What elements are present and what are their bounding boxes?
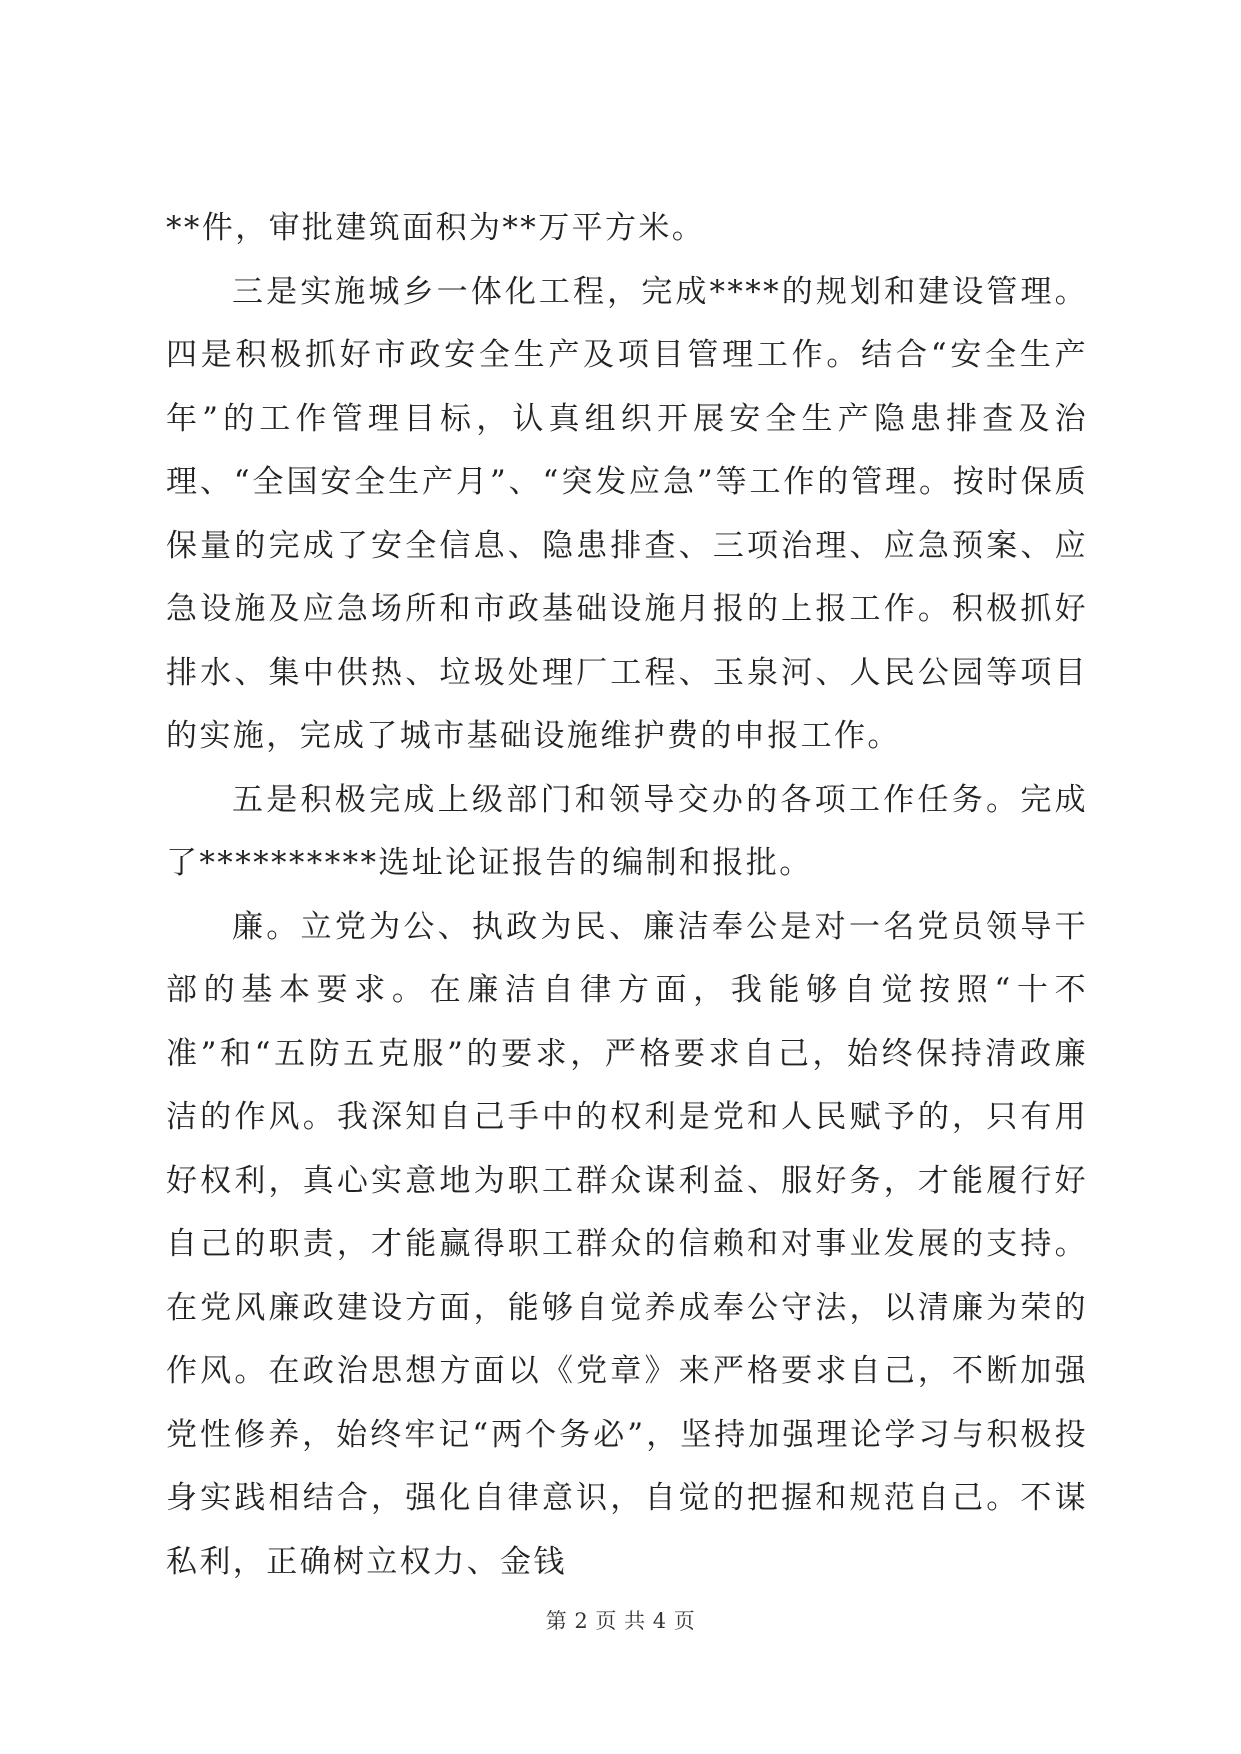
paragraph-4: 廉。立党为公、执政为民、廉洁奉公是对一名党员领导干部的基本要求。在廉洁自律方面，我能够自觉按照“十不准”和“五防五克服”的要求，严格要求自己，始终保持清政廉洁的作风。我深知自己手中的权利是党和人民赋予的，只有用好权利，真心实意地为职工群众谋利益、服好务，才能履行好自己的职责，才能赢得职工群众的信赖和对事业发展的支持。在党风廉政建设方面，能够自觉养成奉公守法，以清廉为荣的作风。在政治思想方面以《党章》来严格要求自己，不断加强党性修养，始终牢记“两个务必”，坚持加强理论学习与积极投身实践相结合，强化自律意识，自觉的把握和规范自己。不谋私利，正确树立权力、金钱 <box>166 908 1088 1580</box>
paragraph-1: **件，审批建筑面积为**万平方米。 <box>166 210 706 246</box>
page-number-footer: 第 2 页 共 4 页 <box>545 1609 696 1633</box>
document-body <box>166 197 1088 1594</box>
paragraph-3: 五是积极完成上级部门和领导交办的各项工作任务。完成了**********选址论证报告的编制和报批。 <box>166 781 1088 881</box>
paragraph-2: 三是实施城乡一体化工程，完成****的规划和建设管理。四是积极抓好市政安全生产及项目管理工作。结合“安全生产年”的工作管理目标，认真组织开展安全生产隐患排查及治理、“全国安全生产月”、“突发应急”等工作的管理。按时保质保量的完成了安全信息、隐患排查、三项治理、应急预案、应急设施及应急场所和市政基础设施月报的上报工作。积极抓好排水、集中供热、垃圾处理厂工程、玉泉河、人民公园等项目的实施，完成了城市基础设施维护费的申报工作。 <box>166 273 1088 754</box>
